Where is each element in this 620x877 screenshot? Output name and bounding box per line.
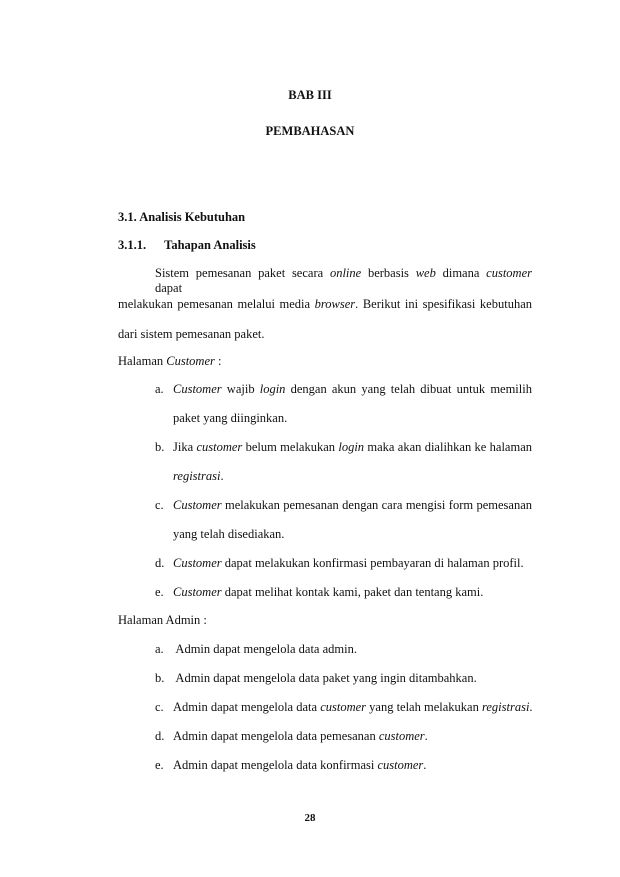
page-number: 28 <box>304 812 316 824</box>
list-item: Customer dapat melakukan konfirmasi pembayaran di halaman profil. <box>173 556 524 570</box>
chapter-label: BAB III <box>288 88 332 102</box>
list-item: Admin dapat mengelola data konfirmasi customer. <box>173 758 427 772</box>
list-marker: c. <box>155 498 164 512</box>
chapter-title: PEMBAHASAN <box>265 124 355 138</box>
section-title: Analisis Kebutuhan <box>139 210 246 224</box>
list-marker: d. <box>155 729 165 743</box>
section-heading <box>118 210 245 225</box>
section-number: 3.1. <box>118 210 137 224</box>
intro-line-3: dari sistem pemesanan paket. <box>118 327 265 341</box>
list-marker: a. <box>155 642 164 656</box>
list-item: Admin dapat mengelola data admin. <box>173 642 357 656</box>
list-item: Customer wajib login dengan akun yang telah dibuat untuk memilih <box>173 382 532 396</box>
list-marker: c. <box>155 700 164 714</box>
subsection-number: 3.1.1. <box>118 238 147 252</box>
list-item: Admin dapat mengelola data paket yang ingin ditambahkan. <box>173 671 477 685</box>
list-marker: e. <box>155 758 164 772</box>
list-marker: b. <box>155 440 165 454</box>
list-item: Jika customer belum melakukan login maka akan dialihkan ke halaman <box>173 440 532 454</box>
list-marker: b. <box>155 671 165 685</box>
list-marker: a. <box>155 382 164 396</box>
subsection-title: Tahapan Analisis <box>164 238 256 252</box>
intro-line-2: melakukan pemesanan melalui media browser. Berikut ini spesifikasi kebutuhan <box>118 297 533 311</box>
customer-heading: Halaman Customer : <box>118 354 222 368</box>
admin-heading: Halaman Admin : <box>118 613 207 627</box>
list-item-continuation: paket yang diinginkan. <box>173 411 288 425</box>
list-marker: e. <box>155 585 164 599</box>
list-item-continuation: registrasi. <box>173 469 224 483</box>
intro-line-1: Sistem pemesanan paket secara online berbasis web dimana customer dapat <box>155 266 532 295</box>
list-item: Customer dapat melihat kontak kami, paket dan tentang kami. <box>173 585 484 599</box>
list-item-continuation: yang telah disediakan. <box>173 527 285 541</box>
list-marker: d. <box>155 556 165 570</box>
list-item: Admin dapat mengelola data customer yang telah melakukan registrasi. <box>173 700 533 714</box>
list-item: Customer melakukan pemesanan dengan cara mengisi form pemesanan <box>173 498 532 512</box>
list-item: Admin dapat mengelola data pemesanan customer. <box>173 729 428 743</box>
subsection-heading <box>118 238 256 253</box>
